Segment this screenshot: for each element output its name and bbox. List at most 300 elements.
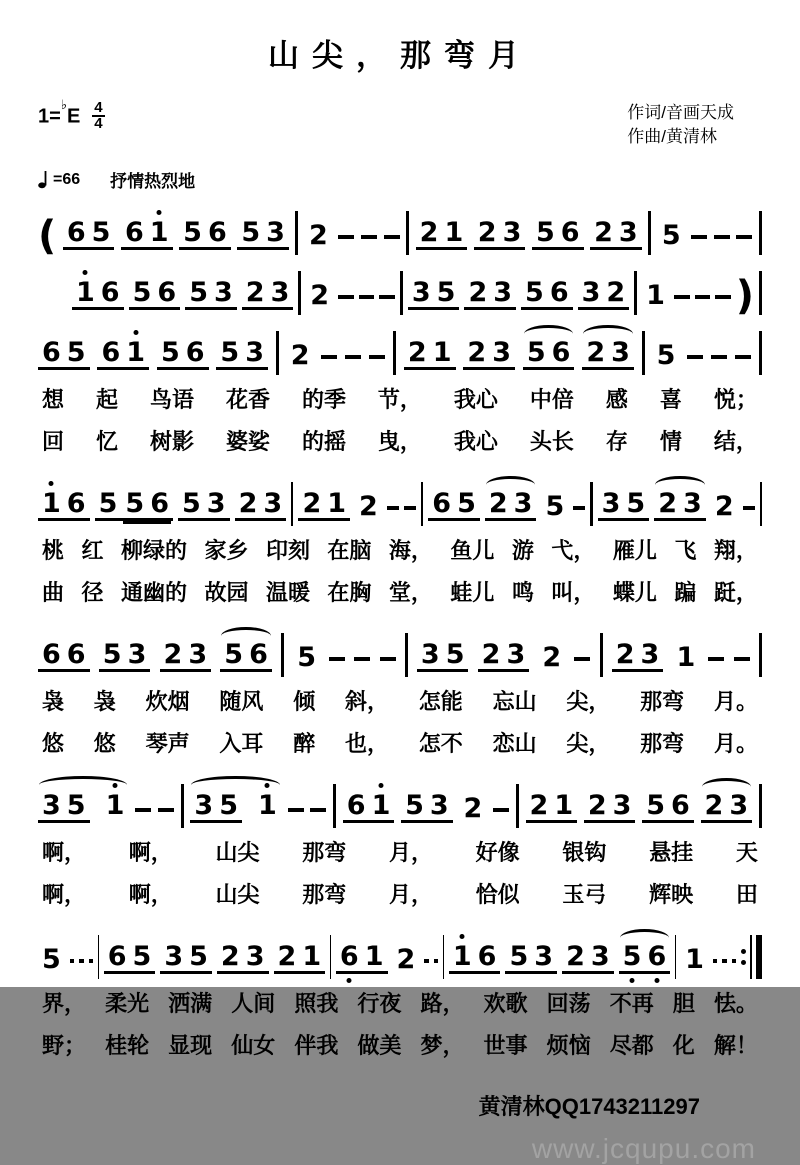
note-group xyxy=(38,338,90,370)
slur-arc xyxy=(221,627,271,636)
note-group xyxy=(237,218,289,250)
lyric-syllable: 解！ xyxy=(713,1033,758,1058)
lyric-syllable: 在胸 xyxy=(327,580,372,605)
note-group xyxy=(157,338,209,370)
note-digit: 3 xyxy=(729,790,749,821)
lyric-syllable: 堂， xyxy=(388,580,433,605)
lyric-syllable: 做美 xyxy=(357,1033,402,1058)
lyric-syllable: 通幽的 xyxy=(120,580,187,605)
note-digit: 2 xyxy=(407,337,427,368)
key-signature xyxy=(38,97,105,132)
note-group xyxy=(160,942,212,974)
note-digit: 5 xyxy=(535,217,555,248)
note-group xyxy=(102,791,129,823)
lyric-syllable: 不再 xyxy=(609,991,654,1016)
note-group xyxy=(242,278,294,310)
note-group xyxy=(541,492,568,521)
duration-dash xyxy=(708,657,724,661)
lyric-syllable: 欢歌 xyxy=(483,991,528,1016)
lyric-syllable: 想 xyxy=(42,387,65,412)
note-group xyxy=(642,281,669,310)
note-group xyxy=(293,643,320,672)
note-group xyxy=(478,640,530,672)
note-digit: 2 xyxy=(586,337,606,368)
note-group xyxy=(104,942,156,974)
repeat-dots xyxy=(741,949,746,965)
note-digit: 2 xyxy=(277,941,297,972)
lyric-syllable: 的摇 xyxy=(301,429,346,454)
lyric-syllable: 印刻 xyxy=(265,538,310,563)
note-digit: 2 xyxy=(310,280,330,311)
note-digit: 3 xyxy=(581,277,601,308)
credits xyxy=(627,101,734,149)
note-digit: 3 xyxy=(245,337,264,368)
flat-icon: ♭ xyxy=(60,97,67,113)
note-digit: 5 xyxy=(224,639,244,670)
note-digit: 2 xyxy=(477,217,497,248)
note-group xyxy=(582,338,634,370)
duration-dash xyxy=(722,959,726,963)
lyric-syllable: 山尖 xyxy=(215,840,260,865)
lyric-syllable: 红 xyxy=(81,538,104,563)
lyric-syllable: 婆娑 xyxy=(225,429,270,454)
note-digit: 2 xyxy=(658,488,678,519)
barline xyxy=(675,935,676,979)
note-group xyxy=(355,492,382,521)
lyric-syllable: 中倍 xyxy=(529,387,574,412)
lyric-syllable: 显现 xyxy=(168,1033,213,1058)
note-digit: 2 xyxy=(463,793,483,824)
note-digit: 3 xyxy=(206,488,226,519)
duration-dash xyxy=(736,235,752,239)
note-digit: 5 xyxy=(125,488,145,519)
meta-row xyxy=(38,97,762,149)
note-digit: 5 xyxy=(241,217,261,248)
note-group xyxy=(63,218,115,250)
note-digit: 6 xyxy=(42,639,61,670)
duration-dash xyxy=(695,295,711,299)
lyric-syllable: 的季 xyxy=(301,387,346,412)
lyric-syllable: 啊， xyxy=(128,882,173,907)
note-group xyxy=(121,489,173,521)
lyric-syllable: 月。 xyxy=(713,689,758,714)
lyric-syllable: 海， xyxy=(388,538,433,563)
barline xyxy=(333,784,336,828)
lyric-syllable: 袅 xyxy=(42,689,65,714)
duration-dash xyxy=(380,657,396,661)
note-digit: 2 xyxy=(163,639,183,670)
duration-dash xyxy=(89,959,93,963)
duration-dash xyxy=(359,295,375,299)
barline xyxy=(295,211,298,255)
note-digit: 6 xyxy=(477,941,497,972)
note-group xyxy=(95,489,122,521)
barline xyxy=(590,482,592,526)
note-digit: 5 xyxy=(545,491,565,522)
note-digit: 3 xyxy=(502,217,522,248)
note-digit: 1 xyxy=(255,791,280,823)
duration-dash xyxy=(338,295,354,299)
lyric-syllable: 忘山 xyxy=(492,689,537,714)
thick-barline xyxy=(756,935,762,979)
lyric-syllable: 径 xyxy=(81,580,104,605)
lyric-syllable: 恰似 xyxy=(475,882,520,907)
barline xyxy=(281,633,284,677)
note-group xyxy=(711,492,738,521)
lyric-syllable: 悠 xyxy=(93,731,116,756)
note-group xyxy=(287,341,314,370)
note-digit: 6 xyxy=(185,337,205,368)
note-digit: 5 xyxy=(98,488,118,519)
note-group xyxy=(235,489,287,521)
barline xyxy=(291,482,293,526)
note-digit: 5 xyxy=(91,217,111,248)
octave-dot-high xyxy=(112,783,117,788)
music-line xyxy=(38,473,762,521)
lyric-syllable: 炊烟 xyxy=(145,689,190,714)
lyric-syllable: 鱼儿 xyxy=(450,538,495,563)
note-group xyxy=(220,640,272,672)
note-group xyxy=(160,640,212,672)
note-digit: 3 xyxy=(429,790,449,821)
note-digit: 3 xyxy=(601,488,621,519)
lyric-syllable: 月。 xyxy=(713,731,758,756)
duration-dash xyxy=(714,235,730,239)
duration-dash xyxy=(715,295,731,299)
note-digit: 5 xyxy=(445,639,465,670)
note-digit: 3 xyxy=(420,639,440,670)
lyric-syllable: 路， xyxy=(420,991,465,1016)
tempo-value: =66 xyxy=(53,170,81,188)
duration-dash xyxy=(329,657,345,661)
note-group xyxy=(185,278,237,310)
lyric-row xyxy=(38,425,762,456)
note-digit: 5 xyxy=(436,277,456,308)
barline xyxy=(600,633,603,677)
note-group xyxy=(216,338,268,370)
octave-dot-high xyxy=(265,783,270,788)
note-digit: 6 xyxy=(671,790,690,821)
note-group xyxy=(485,489,537,521)
note-group xyxy=(658,221,685,250)
lyric-row xyxy=(38,727,762,758)
note-group xyxy=(463,338,515,370)
barline xyxy=(642,331,645,375)
duration-dash xyxy=(674,295,690,299)
duration-dash xyxy=(321,355,337,359)
note-group xyxy=(416,218,468,250)
note-digit: 5 xyxy=(220,337,240,368)
meter-denominator: 4 xyxy=(94,115,103,132)
lyric-syllable: 翔， xyxy=(713,538,758,563)
note-group xyxy=(408,278,460,310)
score xyxy=(38,202,762,1060)
lyric-syllable: 也， xyxy=(344,731,389,756)
note-digit: 5 xyxy=(661,220,681,251)
beamed-span xyxy=(190,791,280,823)
beamed-span xyxy=(38,791,128,823)
octave-dot-high xyxy=(157,210,162,215)
note-digit: 2 xyxy=(302,488,322,519)
watermark-site: www.jcqupu.com xyxy=(531,1133,756,1164)
lyric-row xyxy=(38,534,762,565)
lyric-syllable: 忆 xyxy=(95,429,118,454)
lyric-syllable: 节， xyxy=(377,387,422,412)
duration-dash xyxy=(158,808,174,812)
duration-dash xyxy=(734,657,750,661)
octave-dot-high xyxy=(133,330,138,335)
duration-dash xyxy=(573,506,585,510)
octave-dot-high xyxy=(49,481,54,486)
duration-dash xyxy=(574,657,590,661)
lyric-syllable: 悦； xyxy=(713,387,758,412)
note-digit: 2 xyxy=(714,491,734,522)
lyricist-credit: 作词/音画天成 xyxy=(627,103,734,122)
note-digit: 1 xyxy=(147,218,172,247)
note-digit: 3 xyxy=(188,639,208,670)
note-digit: 2 xyxy=(488,488,508,519)
note-digit: 5 xyxy=(509,941,529,972)
barline xyxy=(760,482,762,526)
note-digit: 3 xyxy=(42,790,61,821)
note-digit: 5 xyxy=(181,488,201,519)
lyric-syllable: 尖， xyxy=(566,731,611,756)
note-digit: 6 xyxy=(207,217,227,248)
lyric-syllable: 啊， xyxy=(128,840,173,865)
note-digit: 1 xyxy=(103,791,128,823)
lyric-syllable: 田 xyxy=(735,882,758,907)
note-digit: 2 xyxy=(419,217,439,248)
barline xyxy=(648,211,651,255)
lyric-syllable: 人间 xyxy=(231,991,276,1016)
note-digit: 2 xyxy=(542,642,562,673)
duration-dash xyxy=(310,808,326,812)
lyric-syllable: 弋， xyxy=(551,538,596,563)
note-group xyxy=(393,945,420,974)
note-digit: 1 xyxy=(73,278,98,307)
barline xyxy=(443,935,444,979)
duration-dash xyxy=(711,355,727,359)
lyric-syllable: 曳， xyxy=(377,429,422,454)
barline xyxy=(98,935,99,979)
note-digit: 6 xyxy=(107,941,127,972)
note-digit: 5 xyxy=(42,944,61,975)
note-digit: 3 xyxy=(590,941,610,972)
lyric-syllable: 蛙儿 xyxy=(450,580,495,605)
note-group xyxy=(401,791,453,823)
lyric-syllable: 我心 xyxy=(453,387,498,412)
note-digit: 3 xyxy=(127,639,147,670)
note-digit: 3 xyxy=(611,337,630,368)
lyric-syllable: 怎能 xyxy=(418,689,463,714)
barline xyxy=(516,784,519,828)
lyric-syllable: 化 xyxy=(672,1033,695,1058)
duration-dash xyxy=(135,808,151,812)
lyric-syllable: 洒满 xyxy=(168,991,213,1016)
note-digit: 3 xyxy=(640,639,660,670)
duration-dash xyxy=(345,355,361,359)
note-digit: 3 xyxy=(164,941,184,972)
slur-arc xyxy=(583,325,633,334)
note-group xyxy=(673,643,700,672)
slur-arc xyxy=(486,476,536,485)
lyric-syllable: 醉 xyxy=(293,731,316,756)
lyric-syllable: 游 xyxy=(511,538,534,563)
barline xyxy=(759,331,762,375)
lyric-syllable: 在脑 xyxy=(327,538,372,563)
lyric-syllable: 悬挂 xyxy=(649,840,694,865)
barline xyxy=(759,271,762,315)
slur-arc xyxy=(524,325,574,334)
barline xyxy=(400,271,403,315)
note-group xyxy=(306,281,333,310)
music-line xyxy=(38,202,762,259)
note-group xyxy=(72,278,124,310)
lyric-syllable: 伴我 xyxy=(294,1033,339,1058)
note-digit: 3 xyxy=(618,217,638,248)
note-digit: 1 xyxy=(327,488,347,519)
note-group xyxy=(681,945,708,974)
note-digit: 3 xyxy=(506,639,526,670)
repeat-dot xyxy=(741,960,746,965)
beamed-span xyxy=(95,489,173,521)
note-digit: 6 xyxy=(125,217,144,248)
note-digit: 3 xyxy=(534,941,554,972)
lyric-syllable: 怯。 xyxy=(713,991,758,1016)
note-group xyxy=(578,278,630,310)
note-digit: 6 xyxy=(150,488,169,519)
note-group xyxy=(474,218,526,250)
lyric-syllable: 喜 xyxy=(659,387,682,412)
note-digit: 2 xyxy=(606,277,626,308)
lyric-syllable: 悠 xyxy=(42,731,65,756)
meter-numerator: 4 xyxy=(94,99,103,116)
duration-dash xyxy=(732,959,736,963)
lyric-syllable: 尽都 xyxy=(609,1033,654,1058)
barline xyxy=(298,271,301,315)
lyric-syllable: 入耳 xyxy=(219,731,264,756)
note-digit: 5 xyxy=(219,790,238,821)
note-group xyxy=(532,218,584,250)
note-digit: 3 xyxy=(493,277,513,308)
note-group xyxy=(701,791,753,823)
lyric-syllable: 飞 xyxy=(674,538,697,563)
note-group xyxy=(428,489,480,521)
note-group xyxy=(590,218,642,250)
note-digit: 3 xyxy=(270,277,290,308)
note-group xyxy=(654,489,706,521)
note-digit: 2 xyxy=(704,790,724,821)
note-digit: 2 xyxy=(396,944,416,975)
duration-dash xyxy=(713,959,717,963)
note-group xyxy=(642,791,694,823)
note-digit: 2 xyxy=(594,217,613,248)
note-digit: 5 xyxy=(160,337,180,368)
lyric-syllable: 月， xyxy=(388,840,433,865)
barline xyxy=(759,784,762,828)
lyric-syllable: 感 xyxy=(605,387,628,412)
lyric-syllable: 世事 xyxy=(483,1033,528,1058)
barline xyxy=(406,211,409,255)
octave-dot-low xyxy=(630,978,635,983)
lyric-syllable: 梦， xyxy=(420,1033,465,1058)
duration-dash xyxy=(424,959,428,963)
lyric-row xyxy=(38,576,762,607)
lyric-row xyxy=(38,383,762,414)
lyric-syllable: 故园 xyxy=(204,580,249,605)
lyric-syllable: 斜， xyxy=(344,689,389,714)
barline xyxy=(421,482,423,526)
thin-barline xyxy=(750,935,752,979)
note-digit: 2 xyxy=(220,941,240,972)
repeat-dot xyxy=(741,949,746,954)
lyric-syllable: 桂轮 xyxy=(105,1033,150,1058)
note-digit: 2 xyxy=(587,790,607,821)
expression-marking: 抒情热烈地 xyxy=(110,172,196,191)
note-digit: 1 xyxy=(302,941,322,972)
note-digit: 1 xyxy=(646,280,665,311)
lyric-syllable: 月， xyxy=(388,882,433,907)
note-digit: 5 xyxy=(66,337,86,368)
lyric-syllable: 烦恼 xyxy=(546,1033,591,1058)
note-digit: 6 xyxy=(560,217,580,248)
note-digit: 1 xyxy=(432,337,452,368)
note-digit: 2 xyxy=(290,340,310,371)
lyric-row xyxy=(38,987,762,1018)
barline xyxy=(759,633,762,677)
lyric-syllable: 恋山 xyxy=(492,731,537,756)
composer-contact: 黄清林QQ1743211297 xyxy=(478,1094,700,1119)
lyric-syllable: 回 xyxy=(42,429,65,454)
note-digit: 6 xyxy=(549,277,569,308)
note-digit: 6 xyxy=(337,942,362,971)
note-group xyxy=(505,942,557,974)
note-group xyxy=(129,278,181,310)
note-group xyxy=(179,218,231,250)
note-digit: 2 xyxy=(359,491,378,522)
duration-dash xyxy=(384,235,400,239)
octave-dot-low xyxy=(347,978,352,983)
note-group xyxy=(521,278,573,310)
note-group xyxy=(526,791,578,823)
lyric-syllable: 蝶儿 xyxy=(612,580,657,605)
lyric-syllable: 鸣 xyxy=(511,580,534,605)
note-digit: 3 xyxy=(194,790,214,821)
lyric-syllable: 那弯 xyxy=(640,689,685,714)
note-digit: 1 xyxy=(39,489,64,518)
note-digit: 1 xyxy=(685,944,704,975)
note-digit: 3 xyxy=(492,337,511,368)
note-digit: 6 xyxy=(432,488,452,519)
note-group xyxy=(178,489,230,521)
octave-dot-high xyxy=(83,270,88,275)
note-digit: 6 xyxy=(249,639,268,670)
note-group xyxy=(99,640,151,672)
lyric-syllable: 啊， xyxy=(42,840,87,865)
note-group xyxy=(523,338,575,370)
note-group xyxy=(584,791,636,823)
note-digit: 1 xyxy=(364,941,384,972)
note-digit: 6 xyxy=(551,337,571,368)
lyric-row xyxy=(38,836,762,867)
note-digit: 5 xyxy=(132,941,152,972)
note-group xyxy=(562,942,614,974)
note-digit: 3 xyxy=(411,277,431,308)
note-digit: 3 xyxy=(266,217,285,248)
note-group xyxy=(343,791,395,823)
lyric-syllable: 那弯 xyxy=(640,731,685,756)
lyric-syllable: 怎不 xyxy=(418,731,463,756)
